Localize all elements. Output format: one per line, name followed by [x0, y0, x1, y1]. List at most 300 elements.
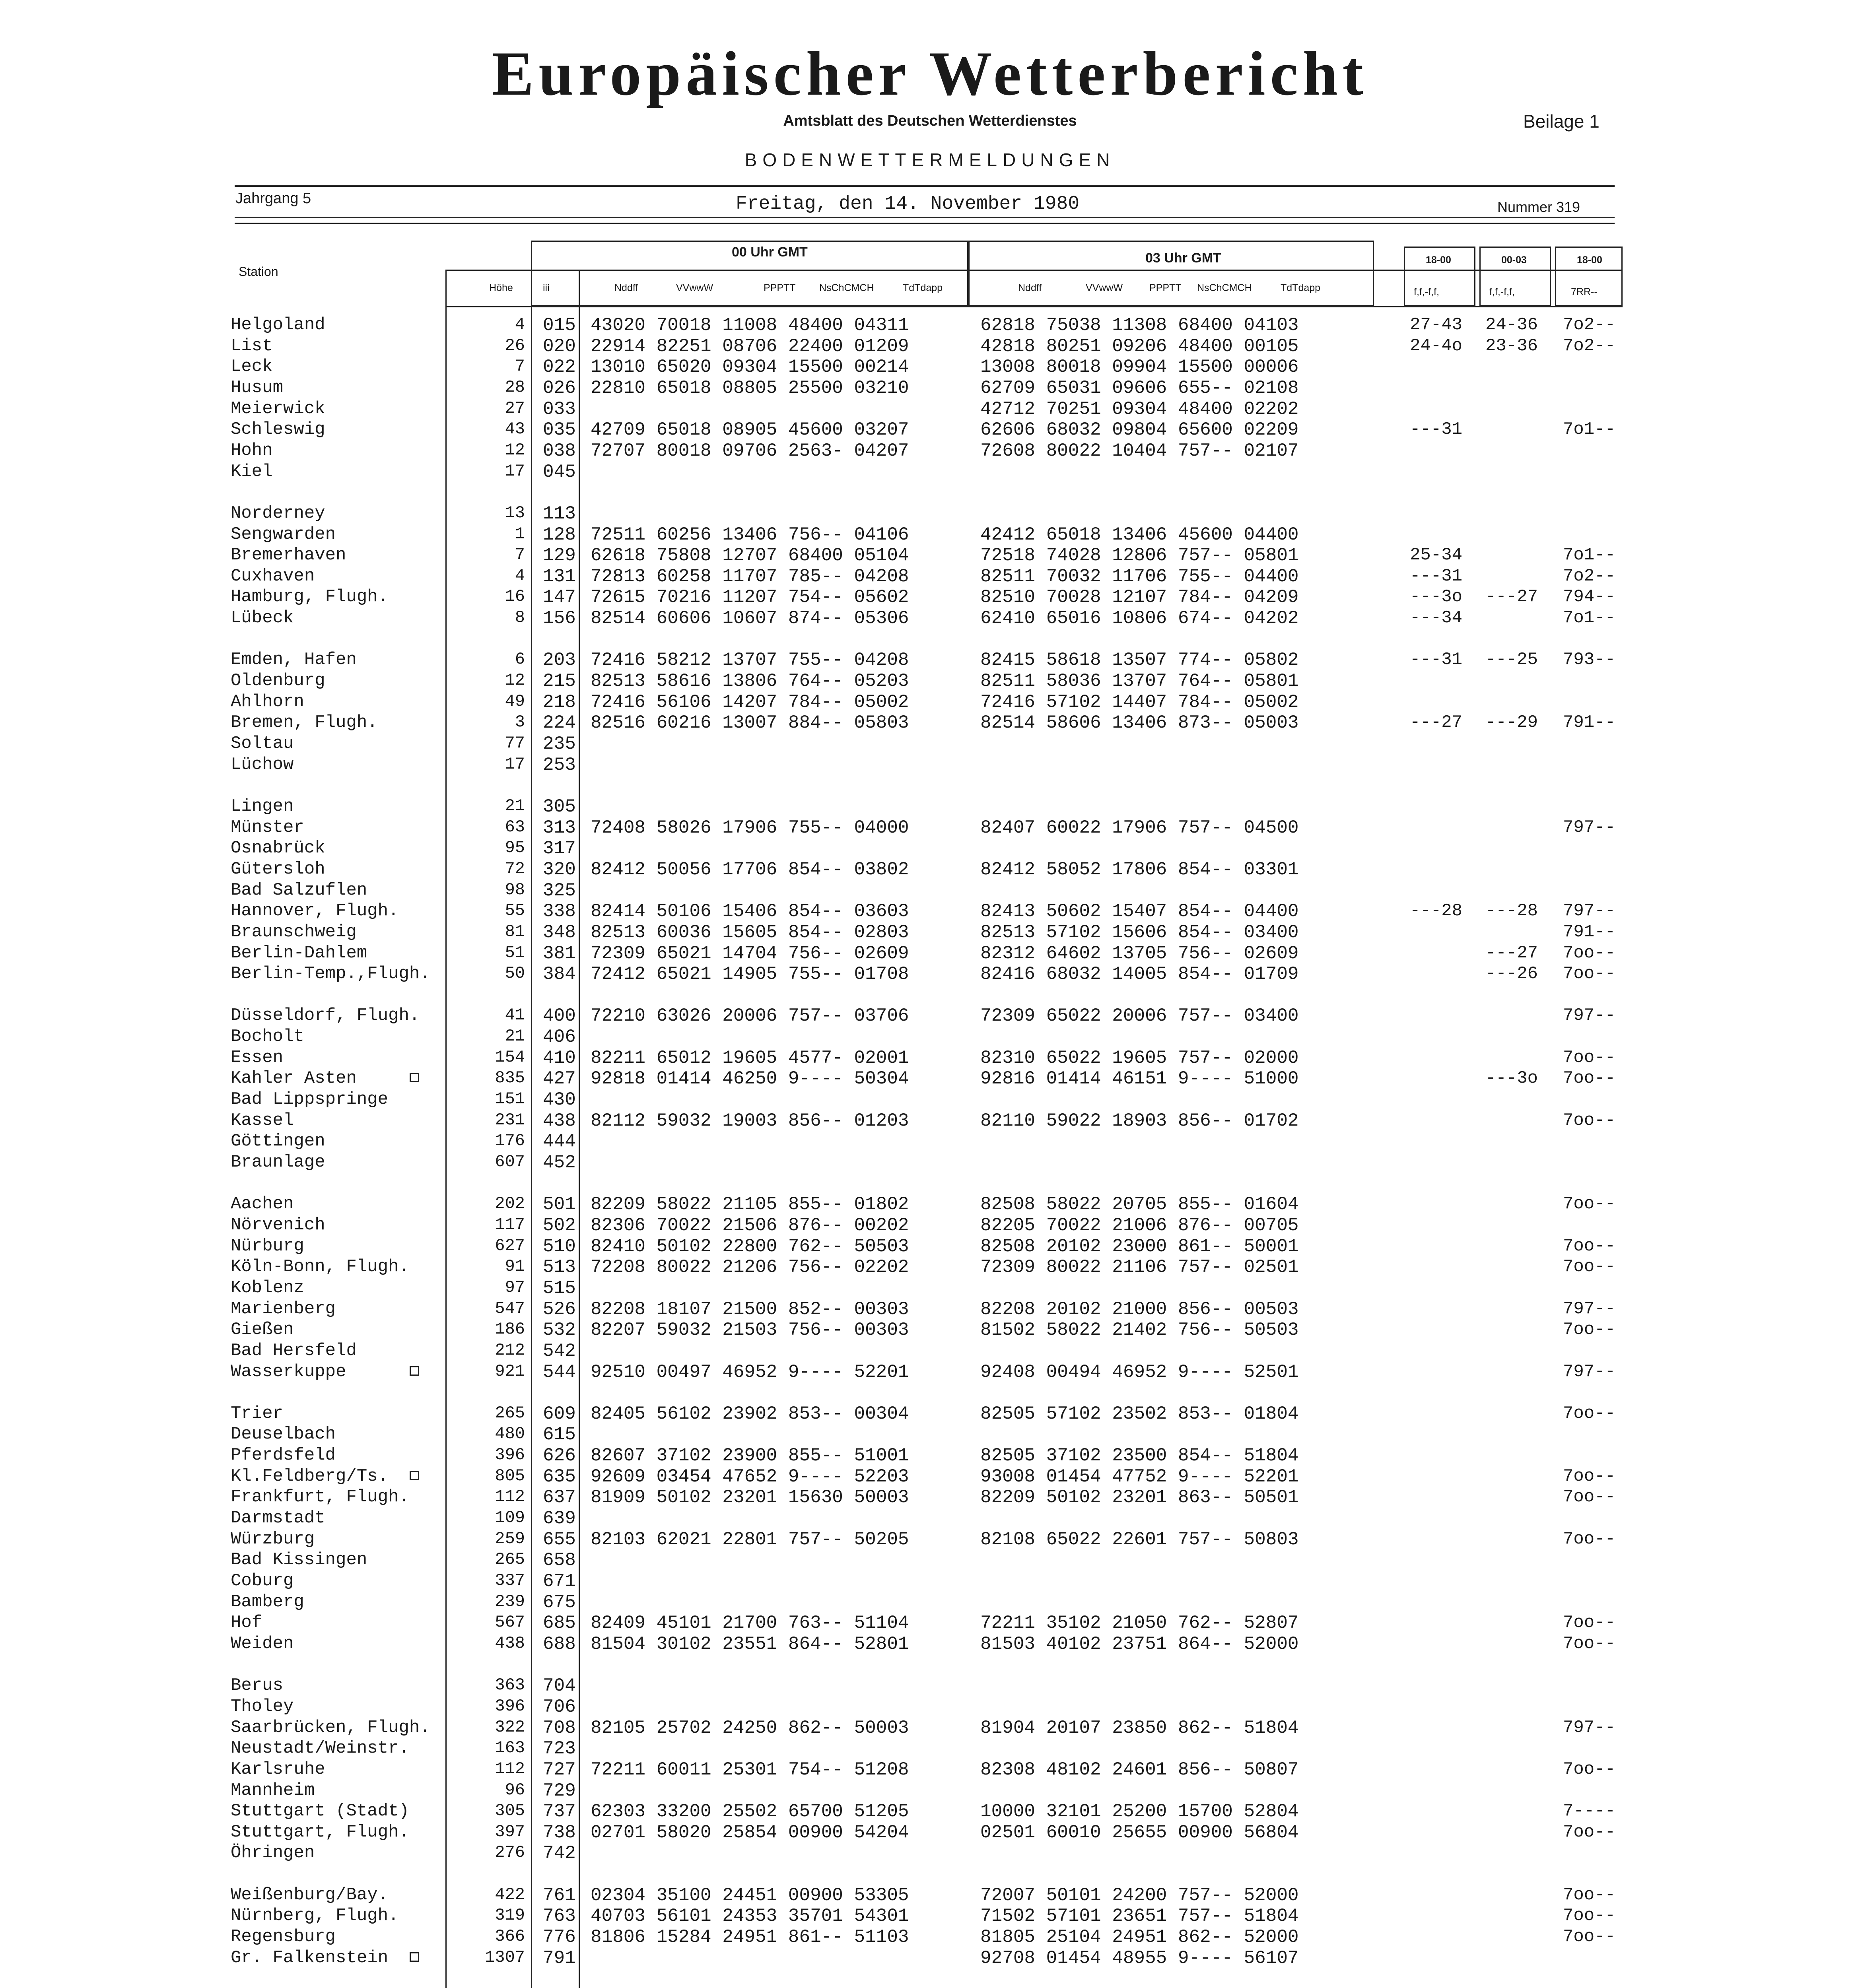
- precip-18-00: 7oo--: [1563, 1047, 1616, 1068]
- station-name: Weiden: [231, 1633, 294, 1654]
- station-name: Essen: [231, 1047, 284, 1068]
- station-name: Oldenburg: [231, 671, 325, 691]
- precip-18-00: 7oo--: [1563, 964, 1616, 984]
- station-iii: 113: [543, 503, 576, 524]
- obs-03-utc: 81503 40102 23751 864-- 52000: [980, 1633, 1299, 1654]
- station-name: Karlsruhe: [231, 1759, 325, 1779]
- station-height: 265: [495, 1403, 525, 1423]
- station-name: Marienberg: [231, 1299, 336, 1319]
- station-iii: 742: [543, 1843, 576, 1864]
- station-height: 163: [495, 1738, 525, 1758]
- station-iii: 015: [543, 315, 576, 336]
- station-iii: 637: [543, 1487, 576, 1508]
- station-name: Bocholt: [231, 1027, 304, 1047]
- obs-03-utc: 42712 70251 09304 48400 02202: [980, 398, 1299, 419]
- obs-00-utc: 72412 65021 14905 755-- 01708: [591, 964, 909, 985]
- station-name: Kahler Asten: [231, 1068, 357, 1089]
- col-pppptt: PPPTT: [764, 282, 796, 293]
- tendency-18-00: 25-34: [1410, 545, 1463, 565]
- station-height: 4: [515, 566, 525, 585]
- station-iii: 776: [543, 1927, 576, 1948]
- mountain-station-marker: [410, 1471, 419, 1480]
- obs-00-utc: 82209 58022 21105 855-- 01802: [591, 1194, 909, 1215]
- station-iii: 761: [543, 1885, 576, 1906]
- station-height: 17: [505, 461, 525, 481]
- station-iii: 026: [543, 377, 576, 398]
- station-iii: 639: [543, 1508, 576, 1529]
- station-name: Lüchow: [231, 754, 294, 775]
- obs-03-utc: 81502 58022 21402 756-- 50503: [980, 1320, 1299, 1341]
- station-iii: 655: [543, 1529, 576, 1550]
- station-name: Frankfurt, Flugh.: [231, 1487, 409, 1507]
- station-height: 1307: [485, 1947, 525, 1967]
- col-nddff: Nddff: [614, 282, 638, 293]
- precip-18-00: 7oo--: [1563, 1822, 1616, 1842]
- station-iii: 381: [543, 943, 576, 964]
- precip-18-00: 7oo--: [1563, 1633, 1616, 1654]
- station-iii: 020: [543, 336, 576, 357]
- precip-18-00: 7oo--: [1563, 1403, 1616, 1423]
- obs-00-utc: 92818 01414 46250 9---- 50304: [591, 1068, 909, 1089]
- col-iii: iii: [543, 282, 550, 293]
- station-height: 265: [495, 1550, 525, 1569]
- station-name: Hof: [231, 1613, 262, 1633]
- station-height: 6: [515, 650, 525, 669]
- station-height: 480: [495, 1424, 525, 1444]
- station-iii: 156: [543, 608, 576, 629]
- obs-03-utc: 72518 74028 12806 757-- 05801: [980, 545, 1299, 566]
- obs-03-utc: 82108 65022 22601 757-- 50803: [980, 1529, 1299, 1550]
- col-group03: 03 Uhr GMT: [1145, 250, 1221, 266]
- obs-03-utc: 82514 58606 13406 873-- 05003: [980, 712, 1299, 734]
- station-height: 91: [505, 1257, 525, 1276]
- precip-18-00: 791--: [1563, 922, 1616, 942]
- station-height: 202: [495, 1194, 525, 1213]
- station-height: 438: [495, 1633, 525, 1653]
- precip-18-00: 7oo--: [1563, 1885, 1616, 1905]
- tendency-18-00: ---31: [1410, 419, 1463, 440]
- mountain-station-marker: [410, 1073, 419, 1082]
- station-iii: 515: [543, 1277, 576, 1299]
- station-name: Regensburg: [231, 1927, 336, 1947]
- station-height: 96: [505, 1780, 525, 1800]
- station-height: 7: [515, 545, 525, 565]
- station-height: 26: [505, 336, 525, 355]
- station-height: 396: [495, 1445, 525, 1465]
- obs-00-utc: 82410 50102 22800 762-- 50503: [591, 1236, 909, 1257]
- precip-18-00: 791--: [1563, 712, 1616, 733]
- station-name: Coburg: [231, 1571, 294, 1591]
- station-name: Weißenburg/Bay.: [231, 1885, 389, 1905]
- mountain-station-marker: [410, 1366, 419, 1376]
- station-name: Köln-Bonn, Flugh.: [231, 1257, 409, 1277]
- station-height: 186: [495, 1320, 525, 1339]
- precip-18-00: 7oo--: [1563, 1194, 1616, 1214]
- station-iii: 635: [543, 1466, 576, 1487]
- station-name: Bad Kissingen: [231, 1550, 367, 1570]
- col-sub2: f,f,-f,f,: [1489, 286, 1515, 297]
- obs-00-utc: 72211 60011 25301 754-- 51208: [591, 1759, 909, 1780]
- station-name: Kl.Feldberg/Ts.: [231, 1466, 389, 1486]
- station-height: 51: [505, 943, 525, 962]
- station-name: Saarbrücken, Flugh.: [231, 1717, 430, 1738]
- obs-03-utc: 92408 00494 46952 9---- 52501: [980, 1361, 1299, 1382]
- precip-18-00: 797--: [1563, 1717, 1616, 1738]
- obs-00-utc: 82414 50106 15406 854-- 03603: [591, 901, 909, 922]
- obs-00-utc: 82208 18107 21500 852-- 00303: [591, 1299, 909, 1320]
- station-name: Bremen, Flugh.: [231, 712, 378, 733]
- station-name: Mannheim: [231, 1780, 315, 1800]
- station-iii: 022: [543, 357, 576, 378]
- jahrgang: Jahrgang 5: [235, 190, 311, 207]
- col-station: Station: [239, 264, 278, 279]
- station-height: 12: [505, 671, 525, 690]
- station-height: 41: [505, 1006, 525, 1025]
- station-iii: 045: [543, 461, 576, 482]
- station-iii: 325: [543, 880, 576, 901]
- col-sub1: f,f,-f,f,: [1414, 286, 1439, 297]
- obs-00-utc: 72416 56106 14207 784-- 05002: [591, 691, 909, 712]
- precip-18-00: 7o2--: [1563, 336, 1616, 356]
- obs-03-utc: 82511 70032 11706 755-- 04400: [980, 566, 1299, 587]
- station-height: 567: [495, 1613, 525, 1632]
- station-iii: 526: [543, 1299, 576, 1320]
- station-height: 363: [495, 1675, 525, 1695]
- station-height: 117: [495, 1215, 525, 1234]
- obs-03-utc: 72608 80022 10404 757-- 02107: [980, 440, 1299, 461]
- station-name: Göttingen: [231, 1131, 325, 1151]
- obs-00-utc: 82607 37102 23900 855-- 51001: [591, 1445, 909, 1466]
- precip-18-00: 7oo--: [1563, 1487, 1616, 1507]
- obs-00-utc: 81504 30102 23551 864-- 52801: [591, 1633, 909, 1654]
- station-height: 112: [495, 1487, 525, 1507]
- tendency-00-03: ---27: [1485, 587, 1538, 607]
- station-height: 98: [505, 880, 525, 899]
- station-height: 72: [505, 859, 525, 878]
- station-name: Hannover, Flugh.: [231, 901, 399, 921]
- station-height: 547: [495, 1299, 525, 1318]
- station-iii: 215: [543, 671, 576, 692]
- station-height: 322: [495, 1717, 525, 1737]
- station-height: 1: [515, 524, 525, 544]
- station-iii: 737: [543, 1801, 576, 1822]
- station-height: 366: [495, 1927, 525, 1946]
- obs-00-utc: 72408 58026 17906 755-- 04000: [591, 817, 909, 838]
- tendency-18-00: ---27: [1410, 712, 1463, 733]
- station-name: Ahlhorn: [231, 691, 304, 712]
- obs-03-utc: 82513 57102 15606 854-- 03400: [980, 922, 1299, 943]
- station-iii: 406: [543, 1027, 576, 1048]
- station-height: 607: [495, 1152, 525, 1171]
- precip-18-00: 797--: [1563, 817, 1616, 837]
- station-height: 422: [495, 1885, 525, 1904]
- precip-18-00: 7o2--: [1563, 566, 1616, 586]
- obs-00-utc: 82513 58616 13806 764-- 05203: [591, 671, 909, 692]
- tendency-00-03: ---26: [1485, 964, 1538, 984]
- station-name: Deuselbach: [231, 1424, 336, 1444]
- obs-03-utc: 72211 35102 21050 762-- 52807: [980, 1613, 1299, 1634]
- obs-03-utc: 82505 57102 23502 853-- 01804: [980, 1403, 1299, 1424]
- col-nclouds: NsChCMCH: [819, 282, 874, 293]
- station-name: Kassel: [231, 1110, 294, 1130]
- station-height: 8: [515, 608, 525, 627]
- station-iii: 510: [543, 1236, 576, 1257]
- beilage-label: Beilage 1: [1523, 111, 1600, 132]
- obs-00-utc: 82409 45101 21700 763-- 51104: [591, 1613, 909, 1634]
- station-name: Würzburg: [231, 1529, 315, 1549]
- station-height: 397: [495, 1822, 525, 1841]
- station-name: Tholey: [231, 1696, 294, 1716]
- obs-00-utc: 40703 56101 24353 35701 54301: [591, 1906, 909, 1927]
- tendency-00-03: ---25: [1485, 650, 1538, 670]
- col-pppptt-03: PPPTT: [1149, 282, 1182, 293]
- col-p18-00: 18-00: [1426, 254, 1451, 266]
- station-name: Bremerhaven: [231, 545, 346, 565]
- station-iii: 400: [543, 1006, 576, 1027]
- obs-00-utc: 72416 58212 13707 755-- 04208: [591, 650, 909, 671]
- precip-18-00: 7oo--: [1563, 1320, 1616, 1340]
- station-iii: 320: [543, 859, 576, 880]
- obs-03-utc: 82308 48102 24601 856-- 50807: [980, 1759, 1299, 1780]
- tendency-00-03: ---28: [1485, 901, 1538, 921]
- obs-03-utc: 62709 65031 09606 655-- 02108: [980, 377, 1299, 398]
- obs-03-utc: 92816 01414 46151 9---- 51000: [980, 1068, 1299, 1089]
- station-name: Hamburg, Flugh.: [231, 587, 389, 607]
- obs-03-utc: 72309 80022 21106 757-- 02501: [980, 1257, 1299, 1278]
- obs-03-utc: 82205 70022 21006 876-- 00705: [980, 1215, 1299, 1236]
- station-iii: 427: [543, 1068, 576, 1089]
- station-name: Gr. Falkenstein: [231, 1947, 389, 1968]
- subtitle: Amtsblatt des Deutschen Wetterdienstes: [783, 113, 1077, 129]
- station-height: 627: [495, 1236, 525, 1255]
- col-tdapp-03: TdTdapp: [1281, 282, 1321, 293]
- tendency-18-00: 27-43: [1410, 315, 1463, 335]
- obs-00-utc: 72208 80022 21206 756-- 02202: [591, 1257, 909, 1278]
- station-height: 28: [505, 377, 525, 397]
- obs-03-utc: 62818 75038 11308 68400 04103: [980, 315, 1299, 336]
- station-height: 337: [495, 1571, 525, 1590]
- obs-00-utc: 82105 25702 24250 862-- 50003: [591, 1717, 909, 1738]
- precip-18-00: 7o2--: [1563, 315, 1616, 335]
- col-nddff-03: Nddff: [1018, 282, 1042, 293]
- station-height: 109: [495, 1508, 525, 1528]
- obs-03-utc: 82310 65022 19605 757-- 02000: [980, 1047, 1299, 1068]
- obs-03-utc: 82510 70028 12107 784-- 04209: [980, 587, 1299, 608]
- station-name: Nürnberg, Flugh.: [231, 1906, 399, 1926]
- station-iii: 313: [543, 817, 576, 838]
- station-name: Husum: [231, 377, 284, 398]
- station-iii: 626: [543, 1445, 576, 1466]
- obs-03-utc: 82508 58022 20705 855-- 01604: [980, 1194, 1299, 1215]
- station-iii: 532: [543, 1320, 576, 1341]
- station-name: Trier: [231, 1403, 284, 1423]
- obs-00-utc: 82514 60606 10607 874-- 05306: [591, 608, 909, 629]
- station-name: Neustadt/Weinstr.: [231, 1738, 409, 1759]
- col-tdapp: TdTdapp: [903, 282, 943, 293]
- issue-number: Nummer 319: [1497, 199, 1580, 215]
- station-height: 63: [505, 817, 525, 837]
- obs-00-utc: 81806 15284 24951 861-- 51103: [591, 1927, 909, 1948]
- station-name: Schleswig: [231, 419, 325, 440]
- station-iii: 430: [543, 1089, 576, 1110]
- obs-00-utc: 72707 80018 09706 2563- 04207: [591, 440, 909, 461]
- station-height: 43: [505, 419, 525, 439]
- station-name: Berlin-Temp.,Flugh.: [231, 964, 430, 984]
- col-p18-00b: 18-00: [1577, 254, 1602, 266]
- obs-03-utc: 82412 58052 17806 854-- 03301: [980, 859, 1299, 880]
- station-iii: 235: [543, 734, 576, 754]
- obs-00-utc: 72511 60256 13406 756-- 04106: [591, 524, 909, 545]
- col-nclouds-03: NsChCMCH: [1197, 282, 1252, 293]
- obs-00-utc: 82112 59032 19003 856-- 01203: [591, 1110, 909, 1131]
- header-bottom-rule: [445, 306, 1623, 307]
- station-iii: 338: [543, 901, 576, 922]
- station-name: Osnabrück: [231, 838, 325, 858]
- station-name: Wasserkuppe: [231, 1361, 346, 1382]
- station-height: 4: [515, 315, 525, 334]
- station-height: 3: [515, 712, 525, 732]
- station-name: Öhringen: [231, 1843, 315, 1863]
- col-vvwww-03: VVwwW: [1086, 282, 1123, 293]
- obs-03-utc: 72007 50101 24200 757-- 52000: [980, 1885, 1299, 1906]
- station-iii: 348: [543, 922, 576, 943]
- col-p00-03: 00-03: [1501, 254, 1527, 266]
- station-name: Soltau: [231, 734, 294, 753]
- station-height: 50: [505, 964, 525, 983]
- obs-03-utc: 10000 32101 25200 15700 52804: [980, 1801, 1299, 1822]
- station-height: 7: [515, 357, 525, 376]
- obs-03-utc: 72309 65022 20006 757-- 03400: [980, 1006, 1299, 1027]
- obs-00-utc: 72615 70216 11207 754-- 05602: [591, 587, 909, 608]
- obs-03-utc: 82511 58036 13707 764-- 05801: [980, 671, 1299, 692]
- station-iii: 738: [543, 1822, 576, 1843]
- station-name: Lübeck: [231, 608, 294, 628]
- obs-03-utc: 82407 60022 17906 757-- 04500: [980, 817, 1299, 838]
- tendency-18-00: ---3o: [1410, 587, 1463, 607]
- precip-18-00: 793--: [1563, 650, 1616, 670]
- precip-18-00: 7oo--: [1563, 1927, 1616, 1947]
- precip-18-00: 797--: [1563, 1361, 1616, 1382]
- obs-00-utc: 72309 65021 14704 756-- 02609: [591, 943, 909, 964]
- page-title: Europäischer Wetterbericht: [492, 39, 1368, 109]
- obs-00-utc: 62303 33200 25502 65700 51205: [591, 1801, 909, 1822]
- obs-00-utc: 72210 63026 20006 757-- 03706: [591, 1006, 909, 1027]
- station-iii: 729: [543, 1780, 576, 1801]
- station-iii: 675: [543, 1592, 576, 1613]
- obs-03-utc: 82413 50602 15407 854-- 04400: [980, 901, 1299, 922]
- station-iii: 147: [543, 587, 576, 608]
- station-name: Gütersloh: [231, 859, 325, 879]
- station-iii: 791: [543, 1947, 576, 1969]
- obs-03-utc: 82416 68032 14005 854-- 01709: [980, 964, 1299, 985]
- station-name: Münster: [231, 817, 304, 837]
- station-name: Gießen: [231, 1320, 294, 1340]
- precip-18-00: 797--: [1563, 901, 1616, 921]
- station-iii: 704: [543, 1675, 576, 1697]
- station-height: 21: [505, 1027, 525, 1046]
- station-iii: 706: [543, 1696, 576, 1717]
- station-name: Kiel: [231, 461, 273, 481]
- station-name: Helgoland: [231, 315, 325, 335]
- station-name: Sengwarden: [231, 524, 336, 544]
- obs-03-utc: 72416 57102 14407 784-- 05002: [980, 691, 1299, 712]
- station-name: Bamberg: [231, 1592, 304, 1612]
- station-height: 835: [495, 1068, 525, 1088]
- station-name: Cuxhaven: [231, 566, 315, 586]
- station-height: 276: [495, 1843, 525, 1862]
- station-height: 16: [505, 587, 525, 606]
- station-name: Bad Salzuflen: [231, 880, 367, 900]
- station-name: Aachen: [231, 1194, 294, 1214]
- tendency-18-00: ---28: [1410, 901, 1463, 921]
- obs-03-utc: 82208 20102 21000 856-- 00503: [980, 1299, 1299, 1320]
- station-iii: 502: [543, 1215, 576, 1236]
- station-name: Berus: [231, 1675, 284, 1696]
- obs-03-utc: 62606 68032 09804 65600 02209: [980, 419, 1299, 441]
- station-iii: 658: [543, 1550, 576, 1571]
- station-iii: 038: [543, 440, 576, 461]
- obs-00-utc: 22914 82251 08706 22400 01209: [591, 336, 909, 357]
- obs-00-utc: 82103 62021 22801 757-- 50205: [591, 1529, 909, 1550]
- station-iii: 224: [543, 712, 576, 734]
- obs-03-utc: 82415 58618 13507 774-- 05802: [980, 650, 1299, 671]
- station-height: 396: [495, 1696, 525, 1716]
- precip-18-00: 7oo--: [1563, 1466, 1616, 1486]
- col-hoehe: Höhe: [489, 282, 513, 293]
- station-name: Meierwick: [231, 398, 325, 419]
- station-name: Emden, Hafen: [231, 650, 357, 670]
- tendency-18-00: ---31: [1410, 650, 1463, 670]
- station-iii: 513: [543, 1257, 576, 1278]
- obs-00-utc: 43020 70018 11008 48400 04311: [591, 315, 909, 336]
- station-iii: 129: [543, 545, 576, 566]
- station-name: Leck: [231, 357, 273, 377]
- obs-03-utc: 82508 20102 23000 861-- 50001: [980, 1236, 1299, 1257]
- precip-18-00: 7oo--: [1563, 1236, 1616, 1256]
- obs-03-utc: 02501 60010 25655 00900 56804: [980, 1822, 1299, 1843]
- vrule-iii: [579, 270, 580, 1988]
- precip-18-00: 797--: [1563, 1006, 1616, 1026]
- date-rule-2: [235, 223, 1615, 224]
- station-name: Pferdsfeld: [231, 1445, 336, 1466]
- station-iii: 033: [543, 398, 576, 419]
- station-iii: 685: [543, 1613, 576, 1634]
- station-iii: 438: [543, 1110, 576, 1131]
- station-iii: 128: [543, 524, 576, 545]
- station-name: Stuttgart, Flugh.: [231, 1822, 409, 1842]
- station-height: 77: [505, 734, 525, 753]
- station-iii: 305: [543, 796, 576, 817]
- obs-03-utc: 62410 65016 10806 674-- 04202: [980, 608, 1299, 629]
- col-group00: 00 Uhr GMT: [732, 245, 808, 260]
- station-iii: 218: [543, 691, 576, 712]
- precip-18-00: 7oo--: [1563, 943, 1616, 963]
- station-name: Hohn: [231, 440, 273, 460]
- station-height: 805: [495, 1466, 525, 1485]
- station-iii: 444: [543, 1131, 576, 1152]
- obs-03-utc: 82110 59022 18903 856-- 01702: [980, 1110, 1299, 1131]
- precip-18-00: 794--: [1563, 587, 1616, 607]
- obs-00-utc: 82405 56102 23902 853-- 00304: [591, 1403, 909, 1424]
- obs-03-utc: 82209 50102 23201 863-- 50501: [980, 1487, 1299, 1508]
- station-name: Berlin-Dahlem: [231, 943, 367, 963]
- tendency-00-03: ---27: [1485, 943, 1538, 963]
- station-iii: 501: [543, 1194, 576, 1215]
- station-height: 176: [495, 1131, 525, 1151]
- station-height: 231: [495, 1110, 525, 1130]
- station-name: Bad Lippspringe: [231, 1089, 389, 1110]
- station-name: Stuttgart (Stadt): [231, 1801, 409, 1821]
